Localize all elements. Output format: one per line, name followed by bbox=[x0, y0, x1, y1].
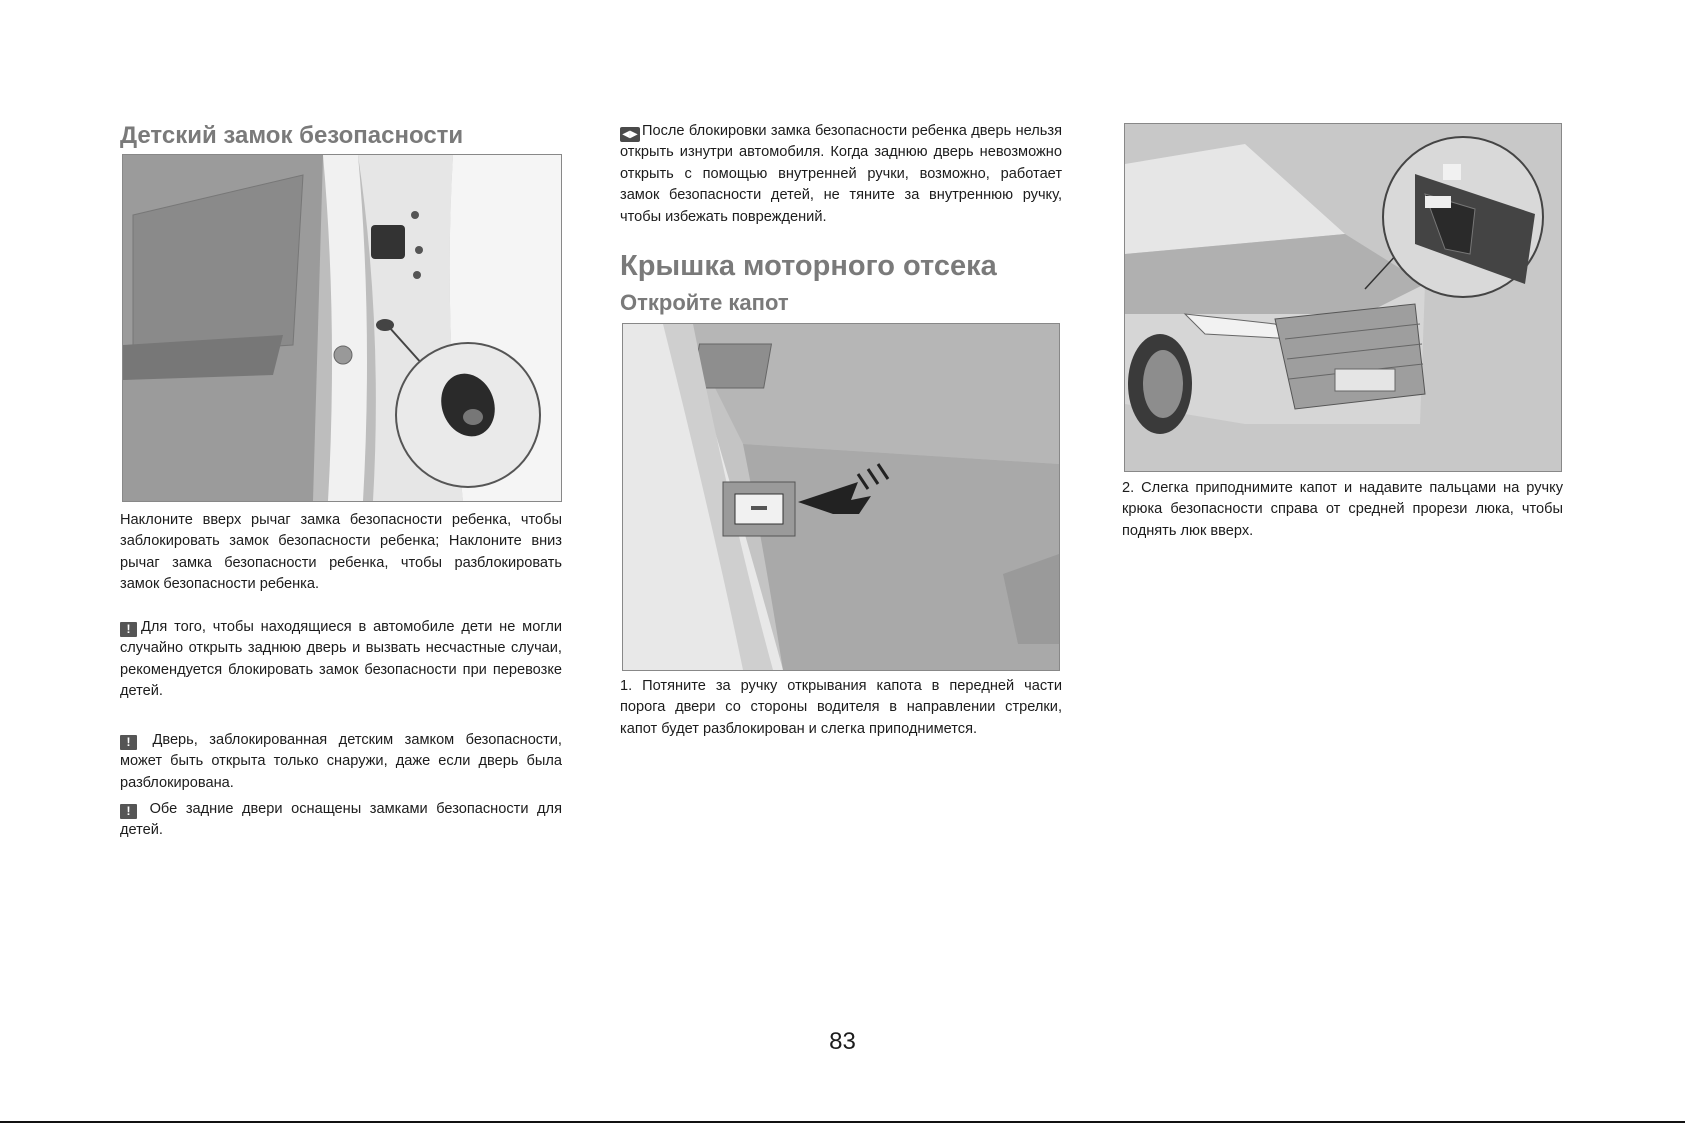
hood-step-2: 2. Слегка приподнимите капот и надавите пальцами на ручку крюка безопасности справа от средней прорези люка, чтобы поднять люк вверх. bbox=[1122, 480, 1563, 539]
warning-icon: ◀▶ bbox=[620, 127, 640, 142]
section-title-hood: Крышка моторного отсека bbox=[620, 250, 997, 282]
exclamation-icon: ! bbox=[120, 804, 137, 819]
child-lock-note-1: ! Для того, чтобы находящиеся в автомобиле дети не могли случайно открыть заднюю дверь и вызвать несчастные случаи, рекомендуется блокировать замок безопасности при перевозке детей. bbox=[120, 619, 562, 700]
hood-safety-hook-illustration bbox=[1124, 123, 1562, 472]
child-lock-note-2: ! Дверь, заблокированная детским замком безопасности, может быть открыта только снаружи, даже если дверь была разблокирована. bbox=[120, 732, 562, 791]
hood-release-illustration bbox=[622, 323, 1060, 671]
child-lock-warning: ◀▶ После блокировки замка безопасности ребенка дверь нельзя открыть изнутри автомобиля. Когда заднюю дверь невозможно открыть с помощью внутренней ручки, возможно, работает замок безопасности детей, не тяните за внутреннюю ручку, чтобы избежать повреждений. bbox=[620, 123, 1062, 225]
hood-step-1: 1. Потяните за ручку открывания капота в передней части порога двери со стороны водителя в направлении стрелки, капот будет разблокирован и слегка приподнимется. bbox=[620, 678, 1062, 737]
child-lock-note-3: ! Обе задние двери оснащены замками безопасности для детей. bbox=[120, 801, 562, 839]
exclamation-icon: ! bbox=[120, 622, 137, 637]
page-number: 83 bbox=[829, 1028, 856, 1055]
section-title-child-lock: Детский замок безопасности bbox=[120, 122, 464, 149]
exclamation-icon: ! bbox=[120, 735, 137, 750]
child-lock-illustration bbox=[122, 154, 562, 502]
child-lock-instructions: Наклоните вверх рычаг замка безопасности ребенка, чтобы заблокировать замок безопасности ребенка; Наклоните вниз рычаг замка безопасности ребенка, чтобы разблокировать замок безопасности ребенка. bbox=[120, 512, 562, 593]
subsection-title-open-hood: Откройте капот bbox=[620, 290, 789, 315]
